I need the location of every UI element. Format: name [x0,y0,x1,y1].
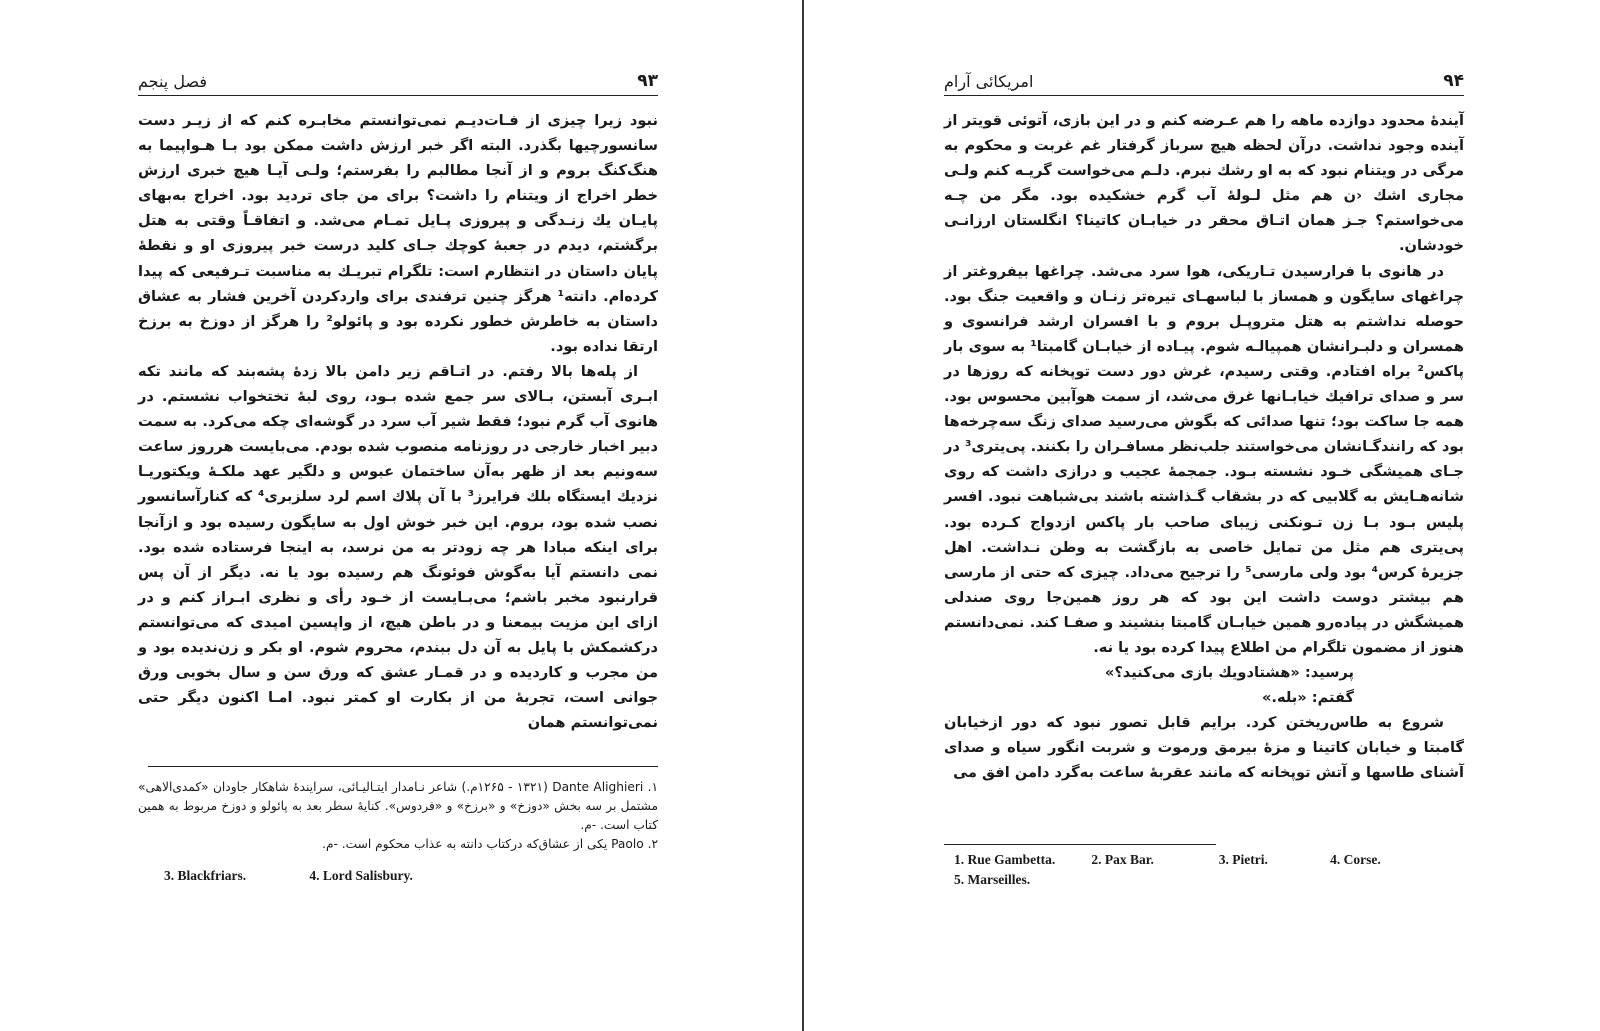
left-footnote-2: ۲. Paolo یکی از عشاق‌که درکتاب دانته به عذاب محکوم است. -م. [322,837,658,851]
right-footnote-5: 5. Marseilles. [954,872,1031,887]
right-dialog-2: گفتم: «بله.» [1262,689,1354,707]
left-paragraph-1: نبود زیرا چیزی از فـات‌دیـم نمی‌توانستم مخابـره کنم که از زیـر دست سانسورچیها بگذرد. البته اگر خبر ارزش داشت ممکن بود بـا هـواپیما به هنگ‌کنگ بروم و از آنجا مطالبم را بفرستم؛ ولـی آیـا هیچ خبری ارزش خطر اخراج از ویتنام را داشت؟ برای من جای تردید بود. اخراج به‌بهای پایـان یك زنـدگی و پیروزی پـایل تمـام می‌شد. و اتفاقـاً وقتی به هتل برگشتم، دیدم در جعبهٔ کوچك جـای کلید درست خبر پیروزی او و نقطهٔ پایان داستان در انتظارم است: تلگرام تبریـك به مناسبت تـرفیعی که پیدا کرده‌ام. دانته¹ هرگز چنین ترفندی برای واردکردن آخرین فشار به عشاق داستان به خاطرش خطور نکرده بود و پائولو² را هرگز از دوزخ به برزخ ارتقا نداده بود. [138,112,659,355]
right-footnote-1: 1. Rue Gambetta. [954,852,1056,867]
right-footnote-2: 2. Pax Bar. [1091,852,1154,867]
right-paragraph-1: آیندهٔ محدود دوازده ماهه را هم عـرضه کنم و در این بازی، آتوئی قویتر از آینده وجود نداشت. درآن لحظه هیچ سرباز گرفتار غم غربت و محکوم به مرگی در ویتنام نبود که به او رشك نبرم. دلـم می‌خواست گریـه کنم ولـی مجاری اشك ‹ن هم مثل لـولهٔ آب گرم خشکیده بود. مگر من چـه می‌خواستم؟ جـز همان اتـاق محقر در خیابـان کاتینا؟ انگلستان ارزانـی خودشان. [944,112,1464,255]
right-footnote-4: 4. Corse. [1330,852,1381,867]
left-footnote-4: 4. Lord Salisbury. [309,868,413,883]
right-page-number: ۹۴ [1443,71,1464,91]
left-footnotes-rtl [138,778,658,854]
left-page-body [138,108,658,735]
left-footnote-1: ۱. Dante Alighieri (۱۲۶۵ - ۱۳۲۱م.) شاعر نـامدار ایتـالیـائی، سرایندهٔ شاهکار جاودان «کمدی‌الاهی» مشتمل بر سه بخش «دوزخ» و «برزخ» و «فردوس». کنایهٔ سطر بعد به پائولو و دوزخ مربوط به همین کتاب است. -م. [138,780,658,832]
right-page-header [944,66,1464,96]
right-page-body [944,108,1464,786]
left-footnote-3: 3. Blackfriars. [164,868,247,883]
left-page-header [138,66,658,96]
book-gutter [802,0,804,1031]
right-running-title: امریکائی آرام [944,72,1034,91]
right-paragraph-3: شروع به طاس‌ریختن کرد. برایم قابل تصور نبود که دور ازخیابان گامبتا و خیابان کاتینا و مزهٔ بیرمق ورموت و شربت انگور سیاه و صدای آشنای طاسها و آتش توپخانه که مانند عقربهٔ ساعت به‌گرد دامن افق می [944,714,1464,782]
right-paragraph-2: در هانوی با فرارسیدن تـاریکی، هوا سرد می‌شد. چراغها بیفروغتر از چراغهای سایگون و همساز با لباسهـای تیره‌تر زنـان و واقعیت جنگ بود. حوصله نداشتم به هتل متروپـل بروم و با افسران ارشد فرانسوی و همسران و دلبـرانشان همپیالـه شوم. پیـاده از خیابـان گامبتا¹ به سوی بار پاکس² براه افتادم. وقتی رسیدم، غرش دور دست توپخانه که روزها در سر و صدای ترافیك خیابـانها غرق می‌شد، از سمت هوآبین محسوس بود. همه جا ساکت بود؛ تنها صدائی که بگوش می‌رسید صدای زنگ سه‌چرخه‌ها بود که رانندگـانشان می‌خواستند جلب‌نظر مسافـران را بکنند. پی‌یتری³ در جـای همیشگی خـود نشسته بـود. جمجمهٔ عجیب و درازی داشت که روی شانه‌هـایش به گلابیی که در بشقاب گـذاشته باشند بی‌شباهت نبود. افسر پلیس بـود بـا زن تـونکنی زیبای صاحب بار پاکس ازدواج کـرده بود. پی‌یتری هم مثل من تمایل خاصی به بازگشت به وطن نـداشت. اهل جزیرهٔ کرس⁴ بود ولی مارسی⁵ را ترجیح می‌داد. چیزی که حتی از مارسی هم بیشتر دوست داشت این بود که هر روز همین‌جا روی صندلی همیشگش در پیاده‌رو همین خیابـان گامبتا بنشیند و صفـا کند. نمی‌دانستم هنوز از مضمون تلگرام من اطلاع پیدا کرده بود یا نه. [944,262,1464,656]
left-page-number: ۹۳ [637,71,658,91]
right-footnotes-ltr [944,850,1464,890]
right-footnote-rule [944,844,1216,845]
left-paragraph-2: از پله‌ها بالا رفتم. در اتـاقم زیر دامن بالا زدهٔ پشه‌بند که مانند تکه ابـری آبستن، بـالای سر جمع شده بـود، روی لبهٔ تختخواب نشستم. در هانوی آب گرم نبود؛ فقط شیر آب سرد در گوشه‌ای چکه می‌کرد. به سمت دبیر اخبار خارجی در روزنامه منصوب شده بودم. می‌بایست هرروز ساعت سه‌ونیم بعد از ظهر به‌آن ساختمان عبوس و دلگیر عهد ملکـهٔ ویکتوریـا نزدیك ایستگاه بلك فرایرز³ با آن پلاك اسم لرد سلزبری⁴ که کنارآسانسور نصب شده بود، بروم. این خبر خوش اول به سایگون رسیده بود و ازآنجا برای اینکه مبادا هر چه زودتر به من نرسد، به اینجا فرستاده شده بود. نمی دانستم آیا به‌گوش فوئونگ هم رسیده بود یا نه. دیگر از آن پس قرارنبود مخبر باشم؛ می‌بـایست از خـود رأی و نظری ابـراز کنم و در ازای این مزیت بیمعنا و در باطن هیچ، از واپسین امیدی که می‌توانستم درکشمکش با پایل به آن دل ببندم، محروم شوم. او بکر و زن‌ندیده بود و من مجرب و کاردیده و در قمـار عشق که ورق سن و سال بخوبی ورق جوانی است، تجربهٔ من از بکارت او کمتر نبود. امـا اکنون دیگر حتی نمی‌توانستم همان [138,362,658,732]
right-dialog-1: پرسید: «هشتادویك بازی می‌کنید؟» [1104,664,1354,682]
left-footnote-rule [148,766,658,767]
right-footnote-3: 3. Pietri. [1218,852,1268,867]
left-footnotes-ltr [138,868,658,884]
left-running-title: فصل پنجم [138,72,207,91]
